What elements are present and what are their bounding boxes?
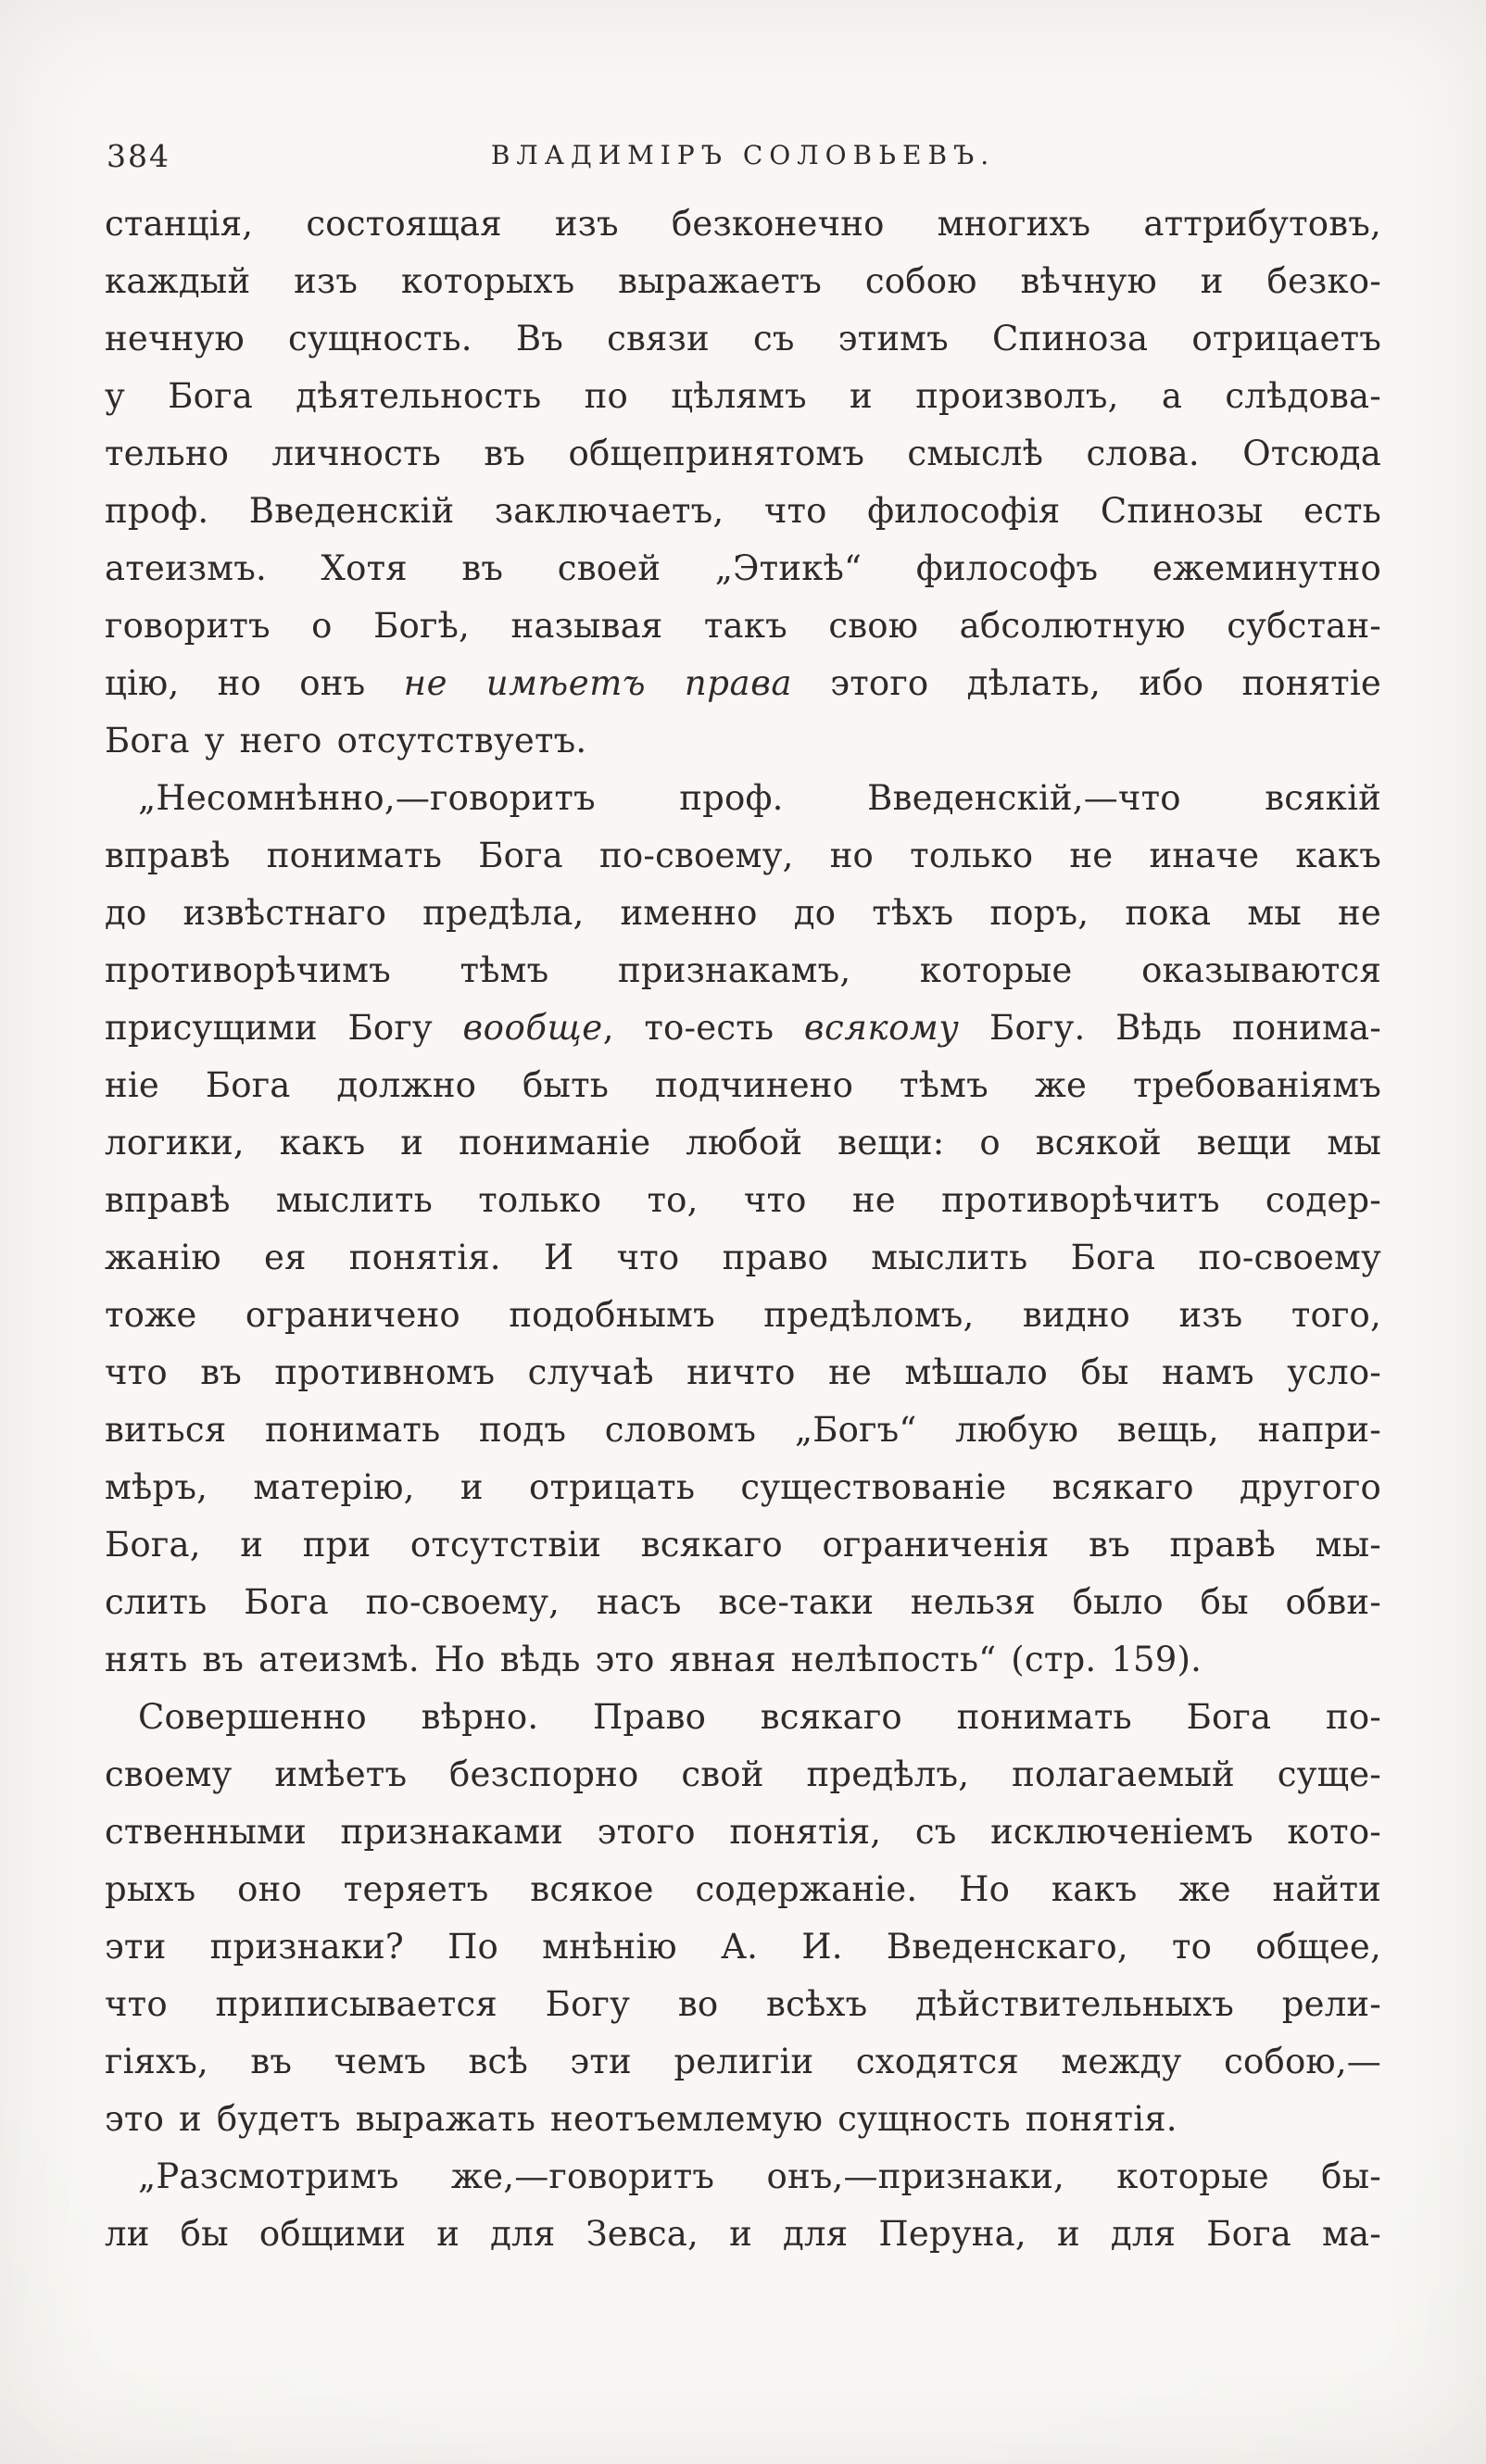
text-line <box>105 999 1381 1057</box>
text-line <box>105 597 1381 655</box>
text-segment: „Несомнѣнно,—говоритъ проф. Введенскій,—что всякій <box>138 778 1381 818</box>
text-line <box>105 1976 1381 2033</box>
text-segment: тоже ограничено подобнымъ предѣломъ, видно изъ того, <box>105 1295 1381 1335</box>
text-line <box>105 1689 1381 1746</box>
text-line <box>105 2091 1381 2148</box>
text-segment: , то-есть <box>602 1008 804 1048</box>
text-line <box>105 1918 1381 1976</box>
text-segment: что въ противномъ случаѣ ничто не мѣшало бы намъ усло- <box>105 1352 1381 1392</box>
text-segment: до извѣстнаго предѣла, именно до тѣхъ поръ, пока мы не <box>105 893 1381 933</box>
text-segment: станція, состоящая изъ безконечно многихъ аттрибутовъ, <box>105 204 1381 244</box>
text-segment: виться понимать подъ словомъ „Богъ“ любую вещь, напри- <box>105 1410 1381 1450</box>
text-segment: своему имѣетъ безспорно свой предѣлъ, полагаемый суще- <box>105 1754 1381 1794</box>
text-segment: тельно личность въ общепринятомъ смыслѣ слова. Отсюда <box>105 434 1381 473</box>
text-line <box>105 712 1381 770</box>
italic-text-segment: не имѣетъ права <box>403 663 792 703</box>
text-segment: ли бы общими и для Зевса, и для Перуна, и для Бога ма- <box>105 2214 1381 2254</box>
text-line <box>105 2033 1381 2091</box>
page-number: 384 <box>107 138 170 174</box>
text-line <box>105 827 1381 885</box>
text-line <box>105 885 1381 942</box>
text-line <box>105 1172 1381 1229</box>
text-segment: у Бога дѣятельность по цѣлямъ и произволъ, а слѣдова- <box>105 376 1381 416</box>
text-segment: слить Бога по-своему, насъ все-таки нельзя было бы обви- <box>105 1582 1381 1622</box>
text-line <box>105 942 1381 999</box>
text-line <box>105 368 1381 425</box>
text-line <box>105 1746 1381 1804</box>
text-segment: мѣръ, матерію, и отрицать существованіе всякаго другого <box>105 1467 1381 1507</box>
text-line <box>105 540 1381 597</box>
text-segment: проф. Введенскій заключаетъ, что философія Спинозы есть <box>105 491 1381 531</box>
text-line <box>105 1804 1381 1861</box>
text-segment: Совершенно вѣрно. Право всякаго понимать Бога по- <box>138 1697 1381 1737</box>
text-line <box>105 1114 1381 1172</box>
text-line <box>105 655 1381 712</box>
text-segment: нечную сущность. Въ связи съ этимъ Спиноза отрицаетъ <box>105 319 1381 358</box>
text-segment: логики, какъ и пониманіе любой вещи: о всякой вещи мы <box>105 1123 1381 1163</box>
paragraph <box>105 1689 1381 2148</box>
text-segment: Бога, и при отсутствіи всякаго ограниченія въ правѣ мы- <box>105 1525 1381 1565</box>
text-segment: этого дѣлать, ибо понятіе <box>792 663 1381 703</box>
text-segment: ственными признаками этого понятія, съ исключеніемъ кото- <box>105 1812 1381 1852</box>
text-segment: гіяхъ, въ чемъ всѣ эти религіи сходятся между собою,— <box>105 2042 1381 2081</box>
page-body <box>105 195 1381 2263</box>
text-segment: говоритъ о Богѣ, называя такъ свою абсолютную субстан- <box>105 606 1381 646</box>
text-segment: вправѣ понимать Бога по-своему, но только не иначе какъ <box>105 836 1381 875</box>
text-line <box>105 1574 1381 1631</box>
text-segment: жанію ея понятія. И что право мыслить Бога по-своему <box>105 1238 1381 1277</box>
text-segment: это и будетъ выражать неотъемлемую сущность понятія. <box>105 2099 1177 2139</box>
text-line <box>105 1057 1381 1114</box>
text-segment: каждый изъ которыхъ выражаетъ собою вѣчную и безко- <box>105 261 1381 301</box>
text-segment: цію, но онъ <box>105 663 404 703</box>
text-segment: Богу. Вѣдь понима- <box>959 1008 1381 1048</box>
paragraph <box>105 770 1381 1689</box>
text-line <box>105 253 1381 310</box>
text-segment: рыхъ оно теряетъ всякое содержаніе. Но какъ же найти <box>105 1869 1381 1909</box>
paragraph <box>105 195 1381 770</box>
text-line <box>105 1631 1381 1689</box>
text-segment: противорѣчимъ тѣмъ признакамъ, которые оказываются <box>105 950 1381 990</box>
text-line <box>105 1344 1381 1402</box>
text-line <box>105 2206 1381 2263</box>
text-line <box>105 483 1381 540</box>
text-segment: эти признаки? По мнѣнію А. И. Введенскаго, то общее, <box>105 1927 1381 1967</box>
text-segment: присущими Богу <box>105 1008 463 1048</box>
italic-text-segment: вообще <box>462 1008 603 1048</box>
text-line <box>105 1229 1381 1287</box>
text-segment: „Разсмотримъ же,—говоритъ онъ,—признаки, которые бы- <box>138 2156 1381 2196</box>
running-title: ВЛАДИМІРЪ СОЛОВЬЕВЪ. <box>490 140 996 170</box>
italic-text-segment: всякому <box>803 1008 960 1048</box>
text-segment: атеизмъ. Хотя въ своей „Этикѣ“ философъ ежеминутно <box>105 548 1381 588</box>
text-line <box>105 310 1381 368</box>
text-segment: Бога у него отсутствуетъ. <box>105 721 587 761</box>
text-line <box>105 425 1381 483</box>
text-line <box>105 770 1381 827</box>
text-line <box>105 195 1381 253</box>
text-segment: нять въ атеизмѣ. Но вѣдь это явная нелѣпость“ (стр. 159). <box>105 1640 1203 1679</box>
text-line <box>105 1402 1381 1459</box>
text-segment: вправѣ мыслить только то, что не противорѣчитъ содер- <box>105 1180 1381 1220</box>
text-line <box>105 1459 1381 1516</box>
paragraph <box>105 2148 1381 2263</box>
text-segment: ніе Бога должно быть подчинено тѣмъ же требованіямъ <box>105 1065 1381 1105</box>
text-line <box>105 2148 1381 2206</box>
text-line <box>105 1516 1381 1574</box>
text-line <box>105 1287 1381 1344</box>
text-segment: что приписывается Богу во всѣхъ дѣйствительныхъ рели- <box>105 1984 1381 2024</box>
page-header <box>105 134 1381 175</box>
text-line <box>105 1861 1381 1918</box>
